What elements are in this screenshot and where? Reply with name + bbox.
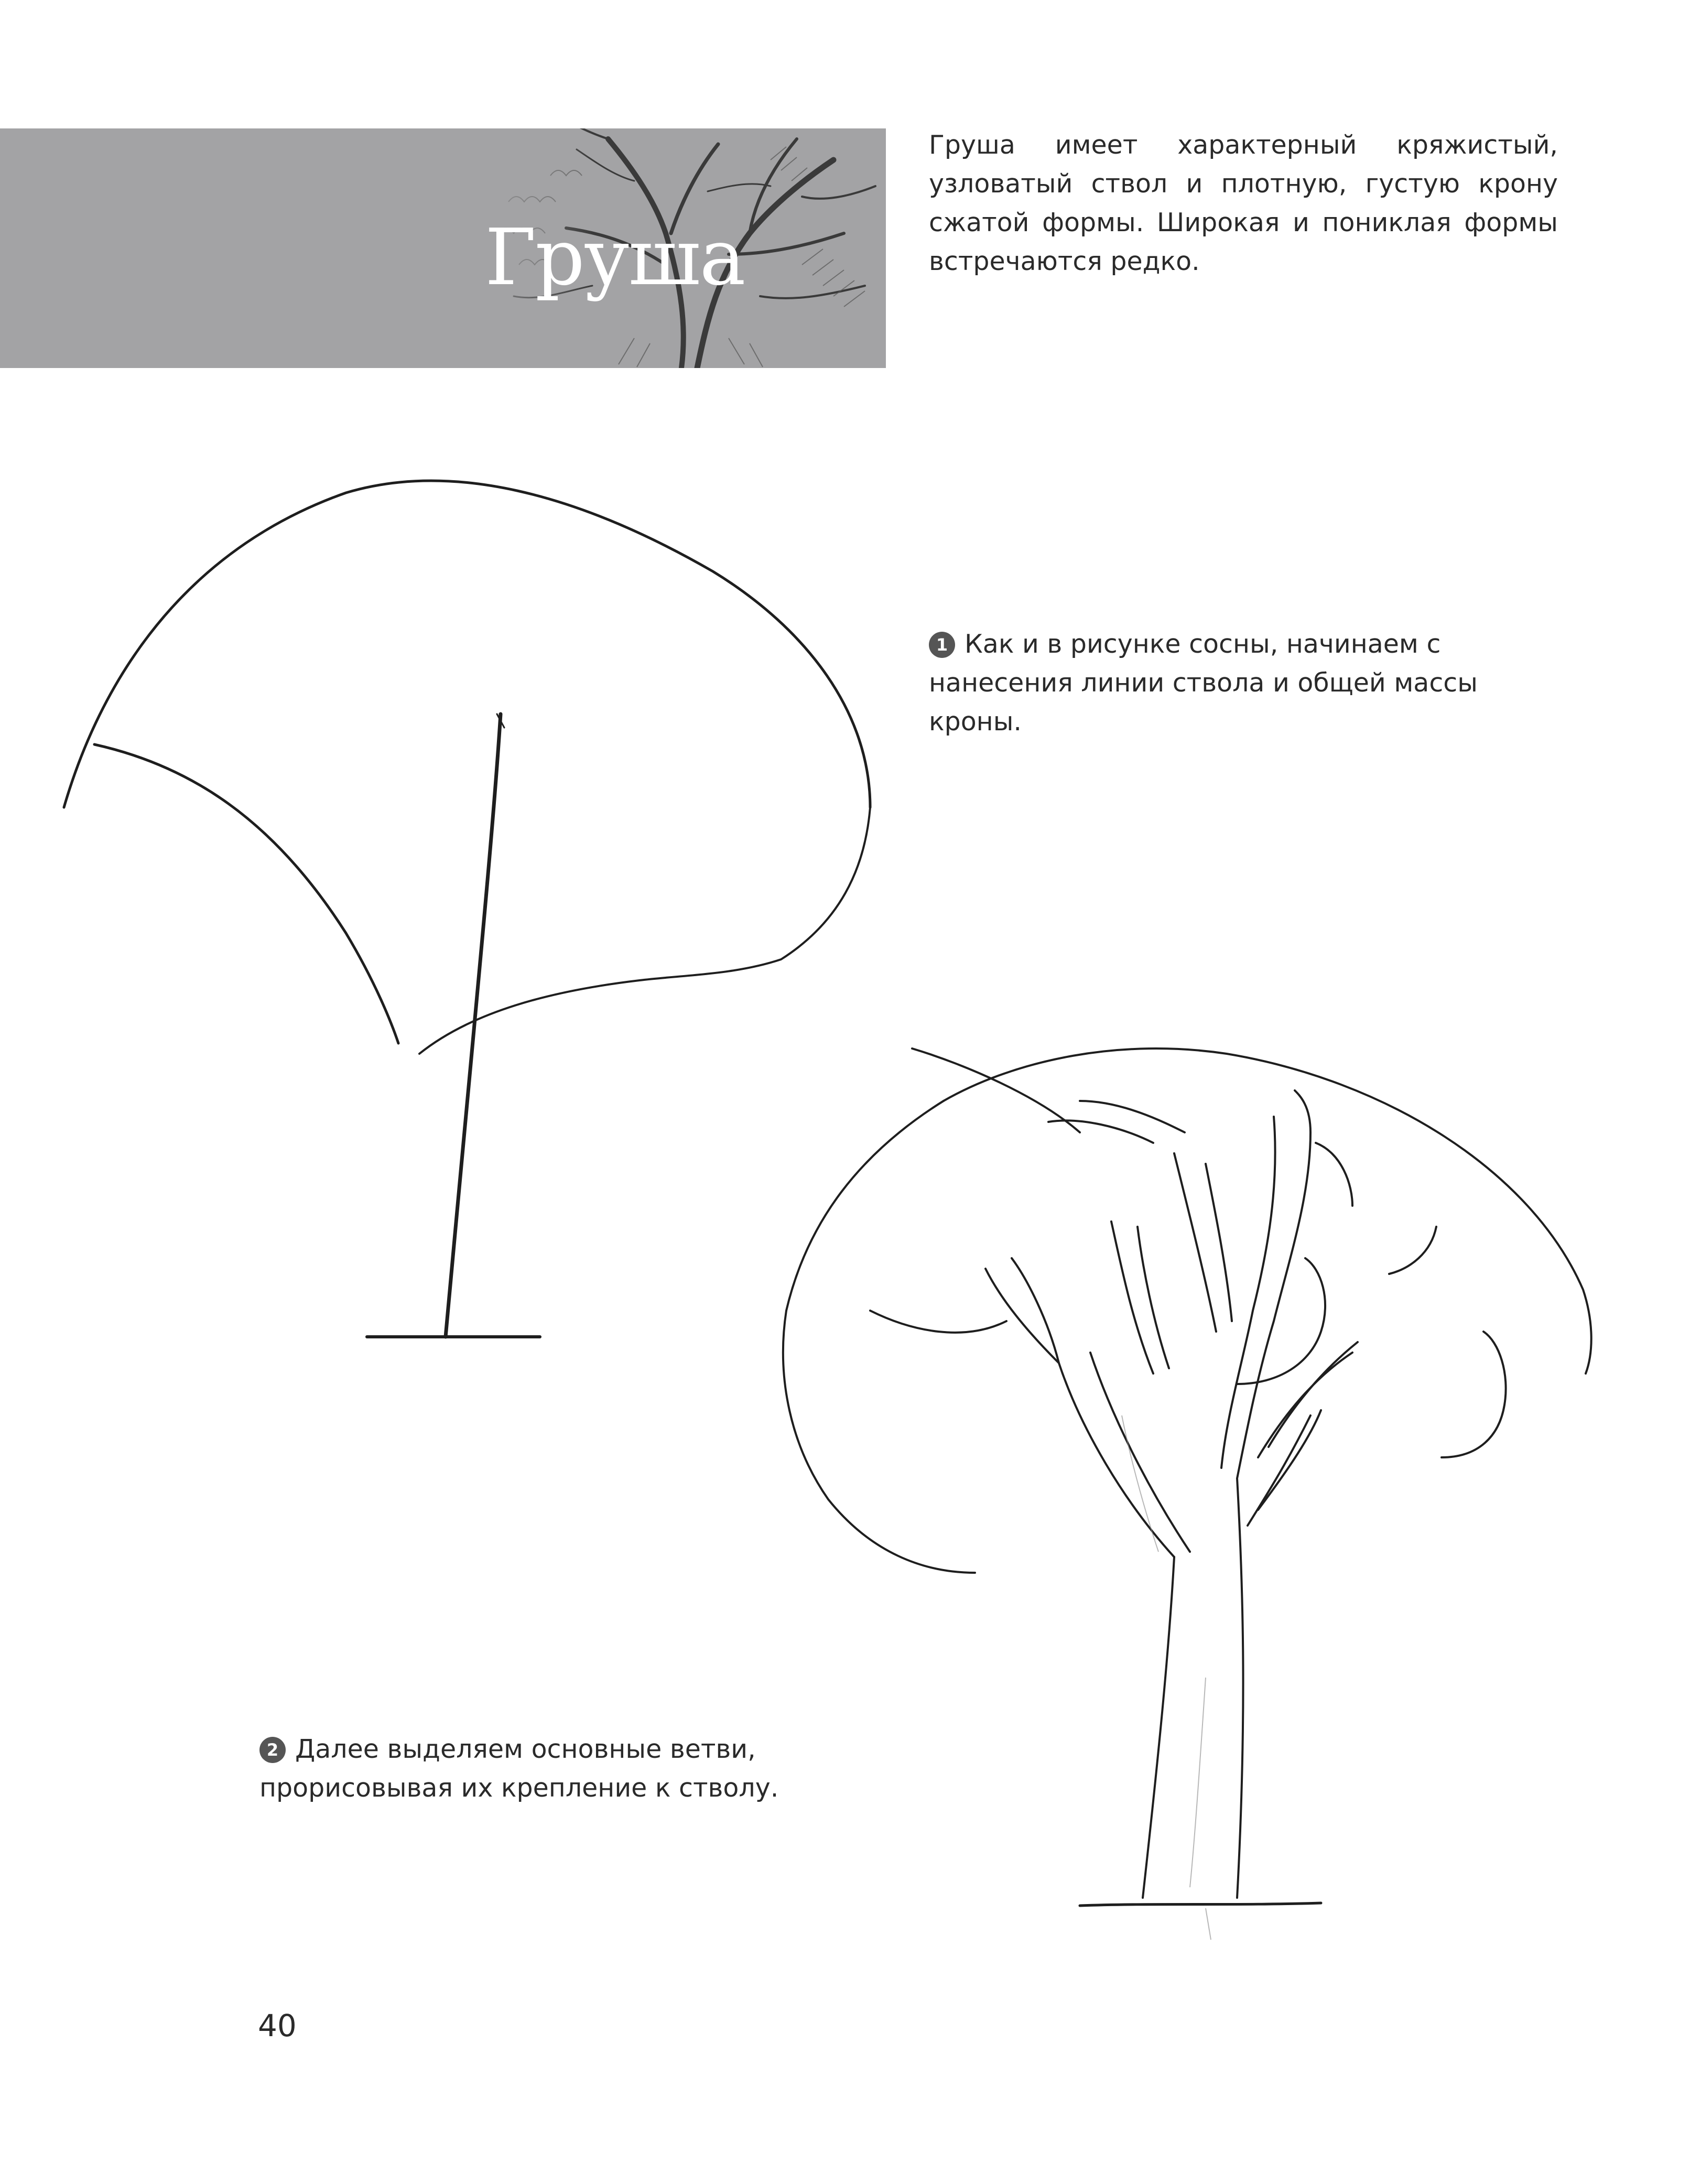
step-text: Далее выделяем основные ветви, прорисовывая их крепление к стволу. — [259, 1734, 779, 1803]
step-number-badge: 1 — [929, 632, 955, 658]
header-banner — [0, 128, 886, 368]
step-number-badge: 2 — [259, 1737, 286, 1763]
tree-branches-sketch-icon — [755, 996, 1615, 1950]
step-2-caption — [259, 1730, 847, 1808]
step-text: Как и в рисунке сосны, начинаем с нанесения линии ствола и общей массы кроны. — [929, 629, 1478, 737]
step-1-caption — [929, 625, 1558, 741]
page-number: 40 — [258, 2008, 297, 2044]
intro-paragraph: Груша имеет характерный кряжистый, узловатый ствол и плотную, густую крону сжатой формы. Широкая и пониклая формы встречаются редко. — [929, 130, 1558, 276]
page-title: Груша — [485, 212, 745, 302]
